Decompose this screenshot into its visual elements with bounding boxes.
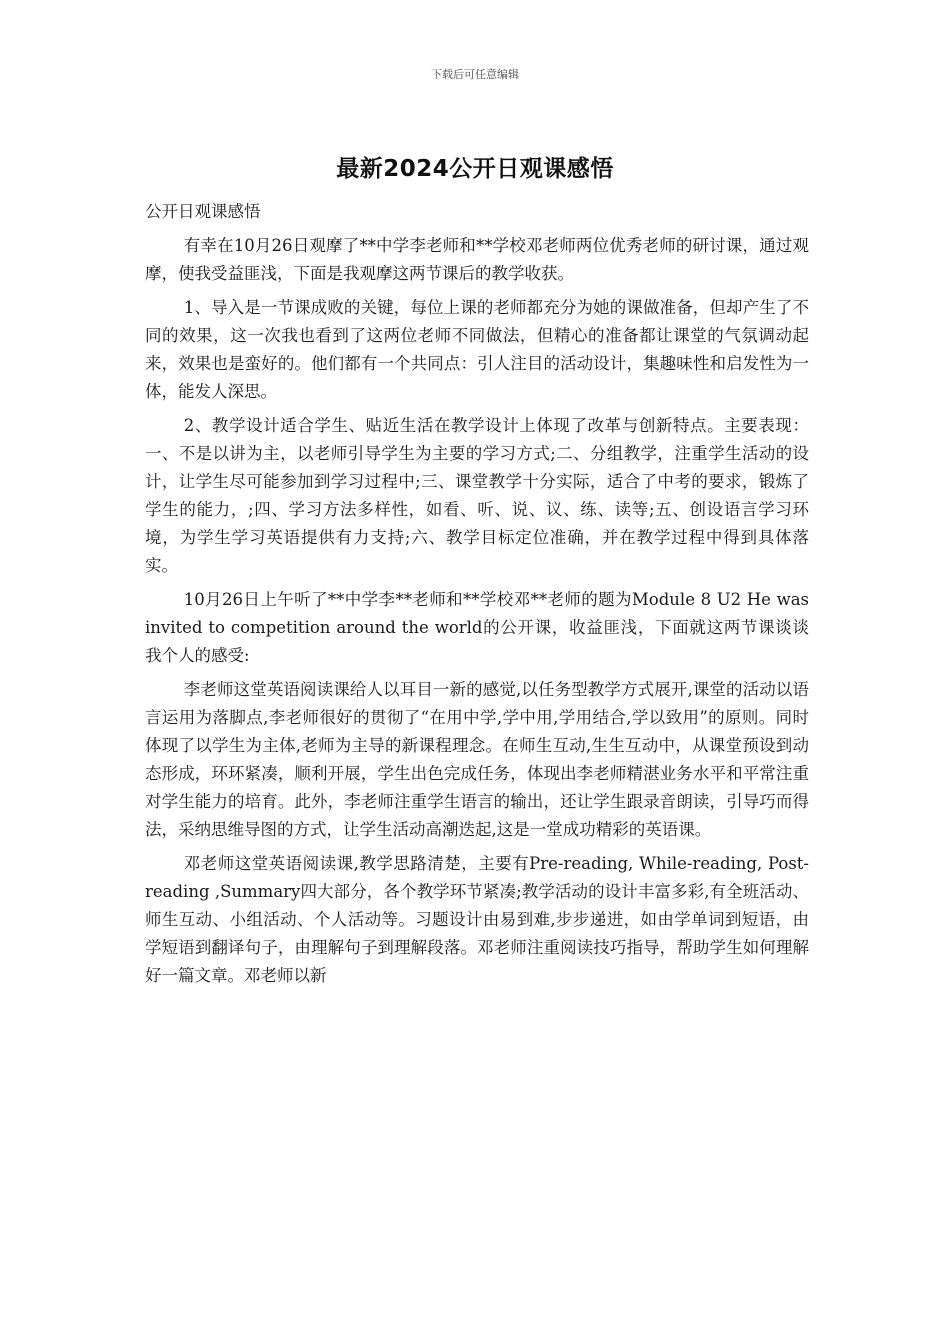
paragraph-point-2: 2、教学设计适合学生、贴近生活在教学设计上体现了改革与创新特点。主要表现：一、不是以讲为主，以老师引导学生为主要的学习方式;二、分组教学，注重学生活动的设计，让学生尽可能参加到学习过程中;三、课堂教学十分实际，适合了中考的要求，锻炼了学生的能力，;四、学习方法多样性，如看、听、说、议、练、读等;五、创设语言学习环境，为学生学习英语提供有力支持;六、教学目标定位准确，并在教学过程中得到具体落实。 [145, 416, 809, 575]
paragraph-intro: 有幸在10月26日观摩了**中学李老师和**学校邓老师两位优秀老师的研讨课，通过观摩，使我受益匪浅，下面是我观摩这两节课后的教学收获。 [145, 236, 809, 283]
paragraph-point-1: 1、导入是一节课成败的关键，每位上课的老师都充分为她的课做准备，但却产生了不同的效果，这一次我也看到了这两位老师不同做法，但精心的准备都让课堂的气氛调动起来，效果也是蛮好的。他们都有一个共同点：引人注目的活动设计，集趣味性和启发性为一体，能发人深思。 [145, 298, 809, 401]
header-note: 下载后可任意编辑 [431, 68, 519, 81]
paragraph-teacher-deng: 邓老师这堂英语阅读课,教学思路清楚，主要有Pre-reading, While-reading, Post-reading ,Summary四大部分，各个教学环节紧凑;教学活动的设计丰富多彩,有全班活动、师生互动、小组活动、个人活动等。习题设计由易到难,步步递进，如由学单词到短语，由学短语到翻译句子，由理解句子到理解段落。邓老师注重阅读技巧指导，帮助学生如何理解好一篇文章。邓老师以新 [145, 854, 809, 985]
document-subtitle: 公开日观课感悟 [145, 202, 261, 221]
document-body [145, 198, 809, 996]
paragraph-lesson-intro: 10月26日上午听了**中学李**老师和**学校邓**老师的题为Module 8 U2 He was invited to competition around the world的公开课，收益匪浅，下面就这两节课谈谈我个人的感受: [145, 590, 809, 665]
paragraph-teacher-li: 李老师这堂英语阅读课给人以耳目一新的感觉,以任务型教学方式展开,课堂的活动以语言运用为落脚点,李老师很好的贯彻了“在用中学,学中用,学用结合,学以致用”的原则。同时体现了以学生为主体,老师为主导的新课程理念。在师生互动,生生互动中，从课堂预设到动态形成，环环紧凑，顺利开展，学生出色完成任务，体现出李老师精湛业务水平和平常注重对学生能力的培育。此外，李老师注重学生语言的输出，还让学生跟录音朗读，引导巧而得法，采纳思维导图的方式，让学生活动高潮迭起,这是一堂成功精彩的英语课。 [145, 680, 809, 839]
page-title: 最新2024公开日观课感悟 [336, 156, 614, 182]
